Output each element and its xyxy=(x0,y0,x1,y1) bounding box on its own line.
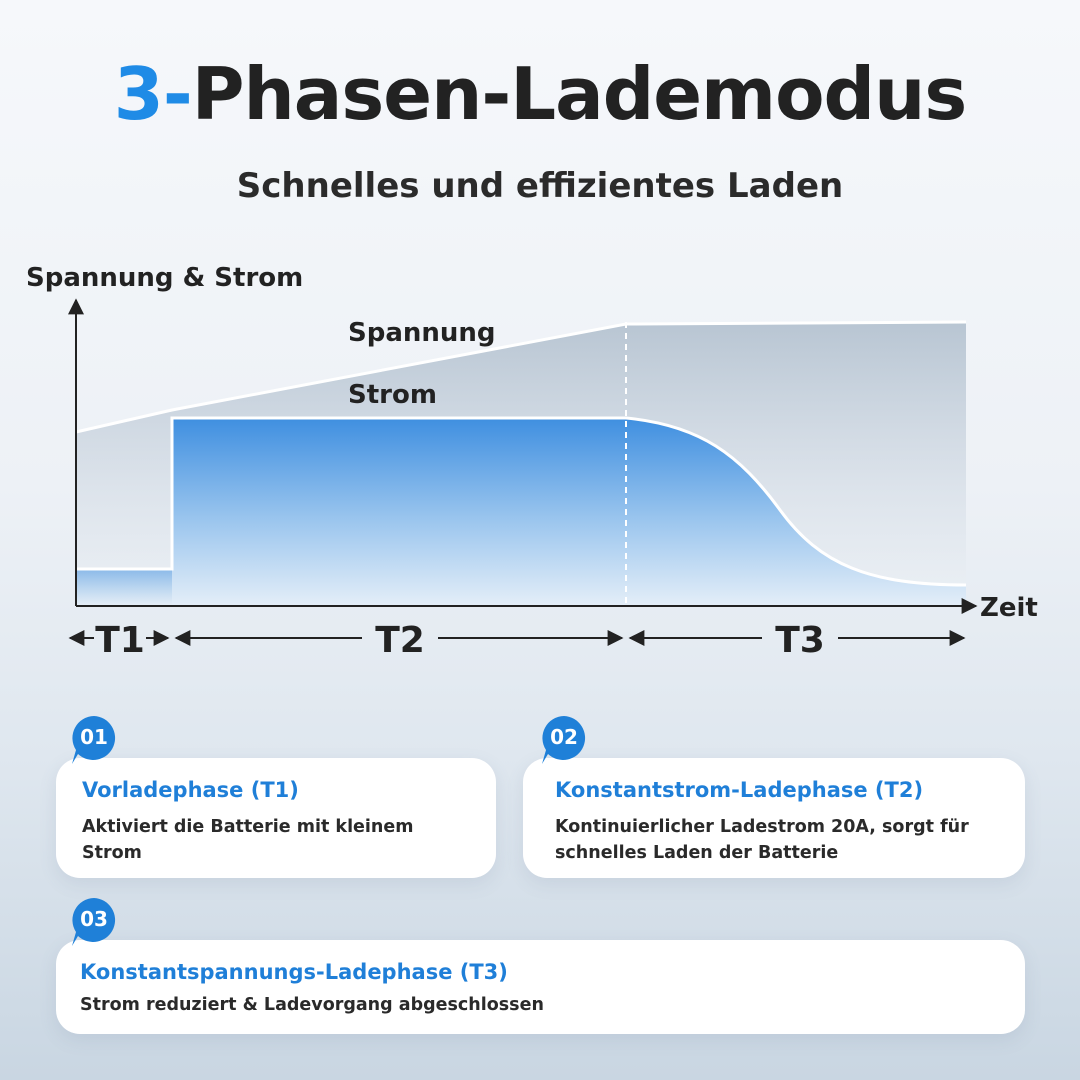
card-line: schnelles Laden der Batterie xyxy=(555,843,839,863)
card-description xyxy=(82,814,476,866)
y-axis-label: Spannung & Strom xyxy=(26,263,304,293)
card-line: Kontinuierlicher Ladestrom 20A, sorgt für xyxy=(555,817,969,837)
card-title: Konstantstrom-Ladephase (T2) xyxy=(555,778,924,802)
phase-card-3 xyxy=(56,940,1025,1034)
current-area-t1 xyxy=(76,569,172,606)
card-line: Aktiviert die Batterie mit kleinem Strom xyxy=(82,817,414,863)
number-badge-03 xyxy=(70,896,118,944)
badge-number: 03 xyxy=(80,907,108,931)
title-accent: 3- xyxy=(113,52,192,136)
series-label-strom: Strom xyxy=(348,380,437,410)
charging-diagram xyxy=(0,240,1080,680)
number-badge-01 xyxy=(70,714,118,762)
card-line: Strom reduziert & Ladevorgang abgeschlossen xyxy=(80,995,544,1015)
badge-number: 02 xyxy=(550,725,578,749)
title-main: Phasen-Lademodus xyxy=(191,52,967,136)
phase-label-t3: T3 xyxy=(775,620,825,661)
x-axis-label: Zeit xyxy=(980,593,1038,623)
phase-card-2 xyxy=(523,758,1025,878)
phase-label-t2: T2 xyxy=(375,620,425,661)
card-title: Konstantspannungs-Ladephase (T3) xyxy=(80,960,508,984)
phase-card-1 xyxy=(56,758,496,878)
badge-number: 01 xyxy=(80,725,108,749)
phase-label-t1: T1 xyxy=(95,620,145,661)
card-description xyxy=(80,992,1005,1018)
number-badge-02 xyxy=(540,714,588,762)
card-title: Vorladephase (T1) xyxy=(82,778,299,802)
page-subtitle: Schnelles und effizientes Laden xyxy=(236,166,844,206)
page-title xyxy=(0,52,1080,136)
series-label-spannung: Spannung xyxy=(348,318,496,348)
card-description xyxy=(555,814,1005,866)
